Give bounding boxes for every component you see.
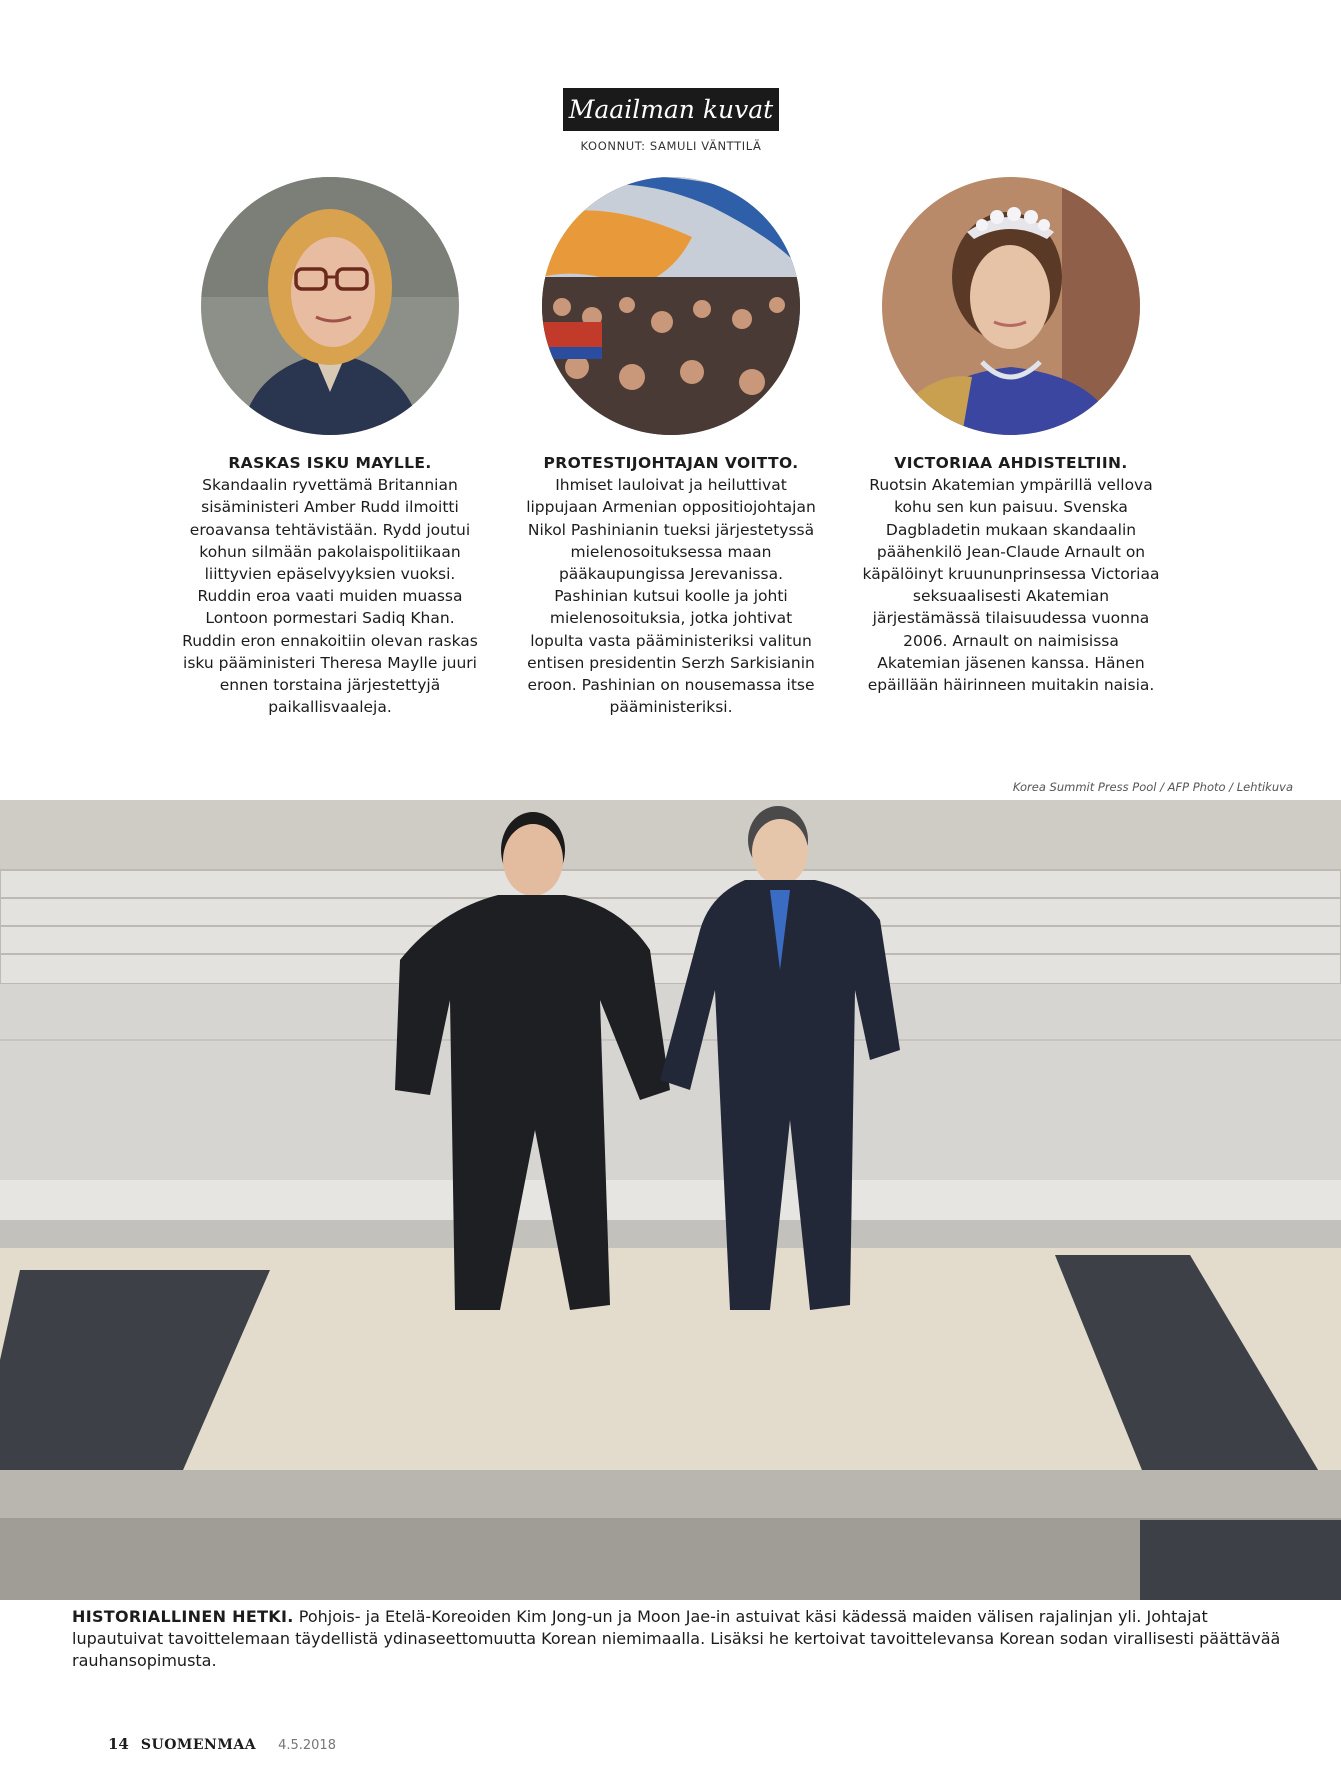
- publication-name: SUOMENMAA: [140, 1737, 257, 1753]
- portrait-photo-amber-rudd: [201, 177, 459, 435]
- caption-headline: HISTORIALLINEN HETKI.: [72, 1607, 294, 1626]
- story-text: Ruotsin Akatemian ympärillä vellova kohu sen kun paisuu. Svenska Dagbladetin mukaan skandaalin päähenkilö Jean-Claude Arnault on käpälöinyt kruununprinsessa Victoriaa seksuaalisesti Akatemian järjestämässä tilaisuudessa vuonna 2006. Arnault on naimisissa Akatemian jäsenen kanssa. Hänen epäillään häirinneen muitakin naisia.: [862, 476, 1160, 695]
- story-text: Skandaalin ryvettämä Britannian sisäministeri Amber Rudd ilmoitti eroavansa tehtävistään. Rydd joutui kohun silmään pakolaispolitiikaan liittyvien epäselvyyksien vuoksi. Ruddin eroa vaati muiden muassa Lontoon pormestari Sadiq Khan. Ruddin eron ennakoitiin olevan raskas isku pääministeri Theresa Maylle juuri ennen torstaina järjestettyjä paikallisvaaleja.: [182, 476, 478, 717]
- story-pashinian: [521, 452, 821, 718]
- story-headline: RASKAS ISKU MAYLLE.: [228, 454, 432, 472]
- story-text: Ihmiset lauloivat ja heiluttivat lippujaan Armenian oppositiojohtajan Nikol Pashinianin tueksi järjestetyssä mielenosoituksessa maan pääkaupungissa Jerevanissa. Pashinian kutsui koolle ja johti mielenosoituksia, jotka johtivat lopulta vasta pääministeriksi valitun entisen presidentin Serzh Sarkisianin eroon. Pashinian on nousemassa itse pääministeriksi.: [526, 476, 816, 717]
- story-headline: PROTESTIJOHTAJAN VOITTO.: [543, 454, 799, 472]
- byline: KOONNUT: SAMULI VÄNTTILÄ: [580, 139, 762, 153]
- page-number: 14: [108, 1735, 129, 1753]
- caption-text: Pohjois- ja Etelä-Koreoiden Kim Jong-un ja Moon Jae-in astuivat käsi kädessä maiden välisen rajalinjan yli. Johtajat lupautuivat tavoittelemaan täydellistä ydinaseettomuutta Korean niemimaalla. Lisäksi he kertoivat tavoittelevansa Korean sodan virallisesti päättävää rauhansopimusta.: [72, 1607, 1281, 1670]
- section-title: Maailman kuvat: [563, 88, 779, 131]
- page-footer: [108, 1735, 336, 1753]
- main-photo-korea-summit: [0, 800, 1341, 1600]
- issue-date: 4.5.2018: [278, 1738, 336, 1753]
- story-headline: VICTORIAA AHDISTELTIIN.: [894, 454, 1128, 472]
- story-rudd: [180, 452, 480, 718]
- photo-credit: Korea Summit Press Pool / AFP Photo / Lehtikuva: [1012, 780, 1293, 794]
- main-photo-caption: [72, 1606, 1292, 1672]
- story-victoria: [861, 452, 1161, 696]
- portrait-photo-armenian-protest: [542, 177, 800, 435]
- portrait-photo-crown-princess-victoria: [882, 177, 1140, 435]
